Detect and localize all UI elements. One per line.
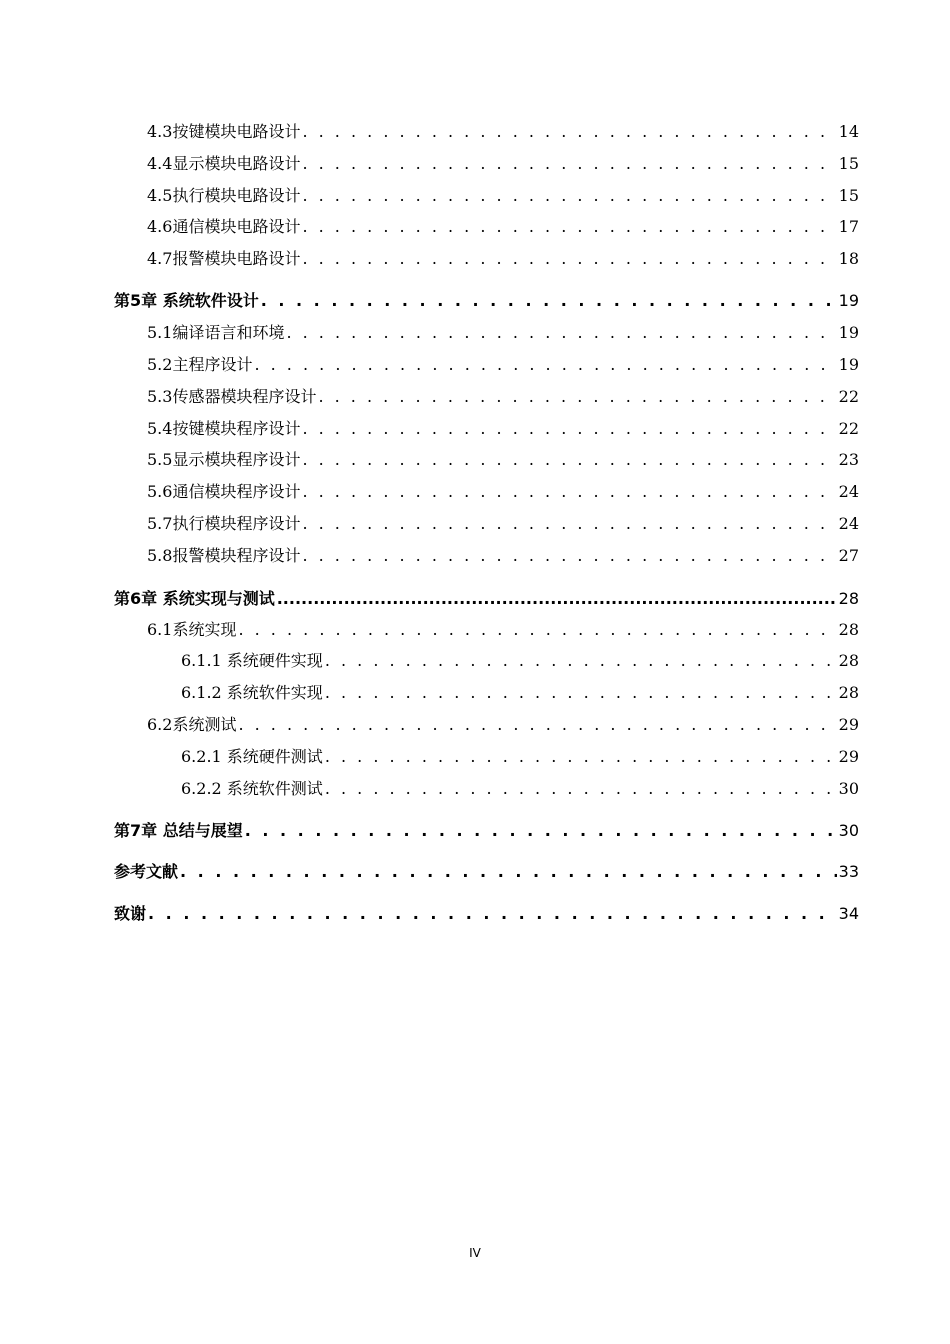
dot-leader xyxy=(302,154,836,174)
toc-entry-page: 15 xyxy=(838,186,859,205)
toc-entry-title: 6.2.1 系统硬件测试 xyxy=(181,747,323,766)
dot-leader xyxy=(318,387,836,407)
toc-entry-page: 29 xyxy=(838,715,859,734)
toc-entry-title: 5.3传感器模块程序设计 xyxy=(147,387,317,406)
dot-leader xyxy=(302,186,836,206)
dot-leader xyxy=(245,821,837,841)
dot-leader xyxy=(325,747,837,767)
toc-entry-5-3[interactable] xyxy=(147,387,859,407)
dot-leader xyxy=(302,546,836,566)
dot-leader xyxy=(254,355,836,375)
toc-entry-page: 28 xyxy=(838,683,859,702)
toc-entry-page: 18 xyxy=(838,249,859,268)
toc-entry-page: 30 xyxy=(838,821,859,840)
toc-entry-title: 6.1系统实现 xyxy=(147,620,237,639)
toc-acknowledgements[interactable] xyxy=(114,904,859,924)
dot-leader xyxy=(238,715,836,735)
toc-entry-title: 4.3按键模块电路设计 xyxy=(147,122,301,141)
toc-entry-6-2-2[interactable] xyxy=(181,779,859,799)
dot-leader xyxy=(325,651,837,671)
toc-entry-page: 28 xyxy=(838,589,859,608)
toc-entry-title: 6.1.2 系统软件实现 xyxy=(181,683,323,702)
toc-entry-4-6[interactable] xyxy=(147,217,859,237)
toc-entry-4-3[interactable] xyxy=(147,122,859,142)
toc-entry-6-1[interactable] xyxy=(147,620,859,640)
toc-entry-title: 5.6通信模块程序设计 xyxy=(147,482,301,501)
toc-entry-title: 4.4显示模块电路设计 xyxy=(147,154,301,173)
dot-leader xyxy=(286,323,836,343)
page-number: IV xyxy=(469,1246,481,1260)
toc-entry-page: 34 xyxy=(838,904,859,923)
dot-leader xyxy=(302,249,836,269)
toc-entry-page: 24 xyxy=(838,482,859,501)
toc-entry-title: 5.5显示模块程序设计 xyxy=(147,450,301,469)
toc-entry-6-2-1[interactable] xyxy=(181,747,859,767)
toc-entry-title: 6.1.1 系统硬件实现 xyxy=(181,651,323,670)
dot-leader xyxy=(302,514,836,534)
toc-entry-title: 4.7报警模块电路设计 xyxy=(147,249,301,268)
toc-entry-page: 22 xyxy=(838,419,859,438)
toc-chapter-7[interactable] xyxy=(114,821,859,841)
toc-entry-5-7[interactable] xyxy=(147,514,859,534)
toc-entry-page: 17 xyxy=(838,217,859,236)
toc-entry-5-4[interactable] xyxy=(147,419,859,439)
dot-leader xyxy=(302,450,836,470)
toc-entry-page: 28 xyxy=(838,620,859,639)
toc-chapter-6[interactable] xyxy=(114,589,859,609)
toc-chapter-title: 第6章 系统实现与测试 xyxy=(114,589,275,608)
toc-entry-page: 14 xyxy=(838,122,859,141)
toc-chapter-title: 参考文献 xyxy=(114,862,179,881)
toc-entry-5-5[interactable] xyxy=(147,450,859,470)
toc-entry-title: 4.5执行模块电路设计 xyxy=(147,186,301,205)
toc-entry-page: 15 xyxy=(838,154,859,173)
toc-entry-page: 19 xyxy=(838,355,859,374)
toc-entry-title: 5.8报警模块程序设计 xyxy=(147,546,301,565)
toc-entry-page: 22 xyxy=(838,387,859,406)
toc-entry-title: 4.6通信模块电路设计 xyxy=(147,217,301,236)
dot-leader xyxy=(302,482,836,502)
dot-leader xyxy=(325,683,837,703)
dot-leader xyxy=(180,862,837,882)
toc-entry-5-2[interactable] xyxy=(147,355,859,375)
toc-entry-6-1-2[interactable] xyxy=(181,683,859,703)
toc-entry-6-1-1[interactable] xyxy=(181,651,859,671)
dot-leader xyxy=(277,589,837,609)
dot-leader xyxy=(261,291,837,311)
toc-entry-title: 5.2主程序设计 xyxy=(147,355,253,374)
toc-entry-page: 23 xyxy=(838,450,859,469)
toc-entry-page: 33 xyxy=(838,862,859,881)
toc-chapter-title: 第7章 总结与展望 xyxy=(114,821,243,840)
toc-entry-4-7[interactable] xyxy=(147,249,859,269)
toc-entry-5-1[interactable] xyxy=(147,323,859,343)
toc-references[interactable] xyxy=(114,862,859,882)
toc-entry-page: 24 xyxy=(838,514,859,533)
toc-entry-5-8[interactable] xyxy=(147,546,859,566)
toc-entry-4-5[interactable] xyxy=(147,186,859,206)
toc-entry-page: 27 xyxy=(838,546,859,565)
toc-entry-page: 19 xyxy=(838,291,859,310)
toc-entry-title: 6.2系统测试 xyxy=(147,715,237,734)
toc-entry-title: 5.4按键模块程序设计 xyxy=(147,419,301,438)
toc-entry-6-2[interactable] xyxy=(147,715,859,735)
toc-entry-page: 19 xyxy=(838,323,859,342)
toc-chapter-title: 第5章 系统软件设计 xyxy=(114,291,259,310)
dot-leader xyxy=(302,217,836,237)
toc-chapter-title: 致谢 xyxy=(114,904,147,923)
dot-leader xyxy=(238,620,836,640)
toc-chapter-5[interactable] xyxy=(114,291,859,311)
toc-entry-page: 28 xyxy=(838,651,859,670)
dot-leader xyxy=(302,419,836,439)
toc-entry-title: 6.2.2 系统软件测试 xyxy=(181,779,323,798)
toc-entry-4-4[interactable] xyxy=(147,154,859,174)
dot-leader xyxy=(148,904,837,924)
toc-entry-title: 5.1编译语言和环境 xyxy=(147,323,285,342)
dot-leader xyxy=(325,779,837,799)
toc-entry-page: 30 xyxy=(838,779,859,798)
toc-entry-5-6[interactable] xyxy=(147,482,859,502)
toc-entry-page: 29 xyxy=(838,747,859,766)
toc-entry-title: 5.7执行模块程序设计 xyxy=(147,514,301,533)
dot-leader xyxy=(302,122,836,142)
